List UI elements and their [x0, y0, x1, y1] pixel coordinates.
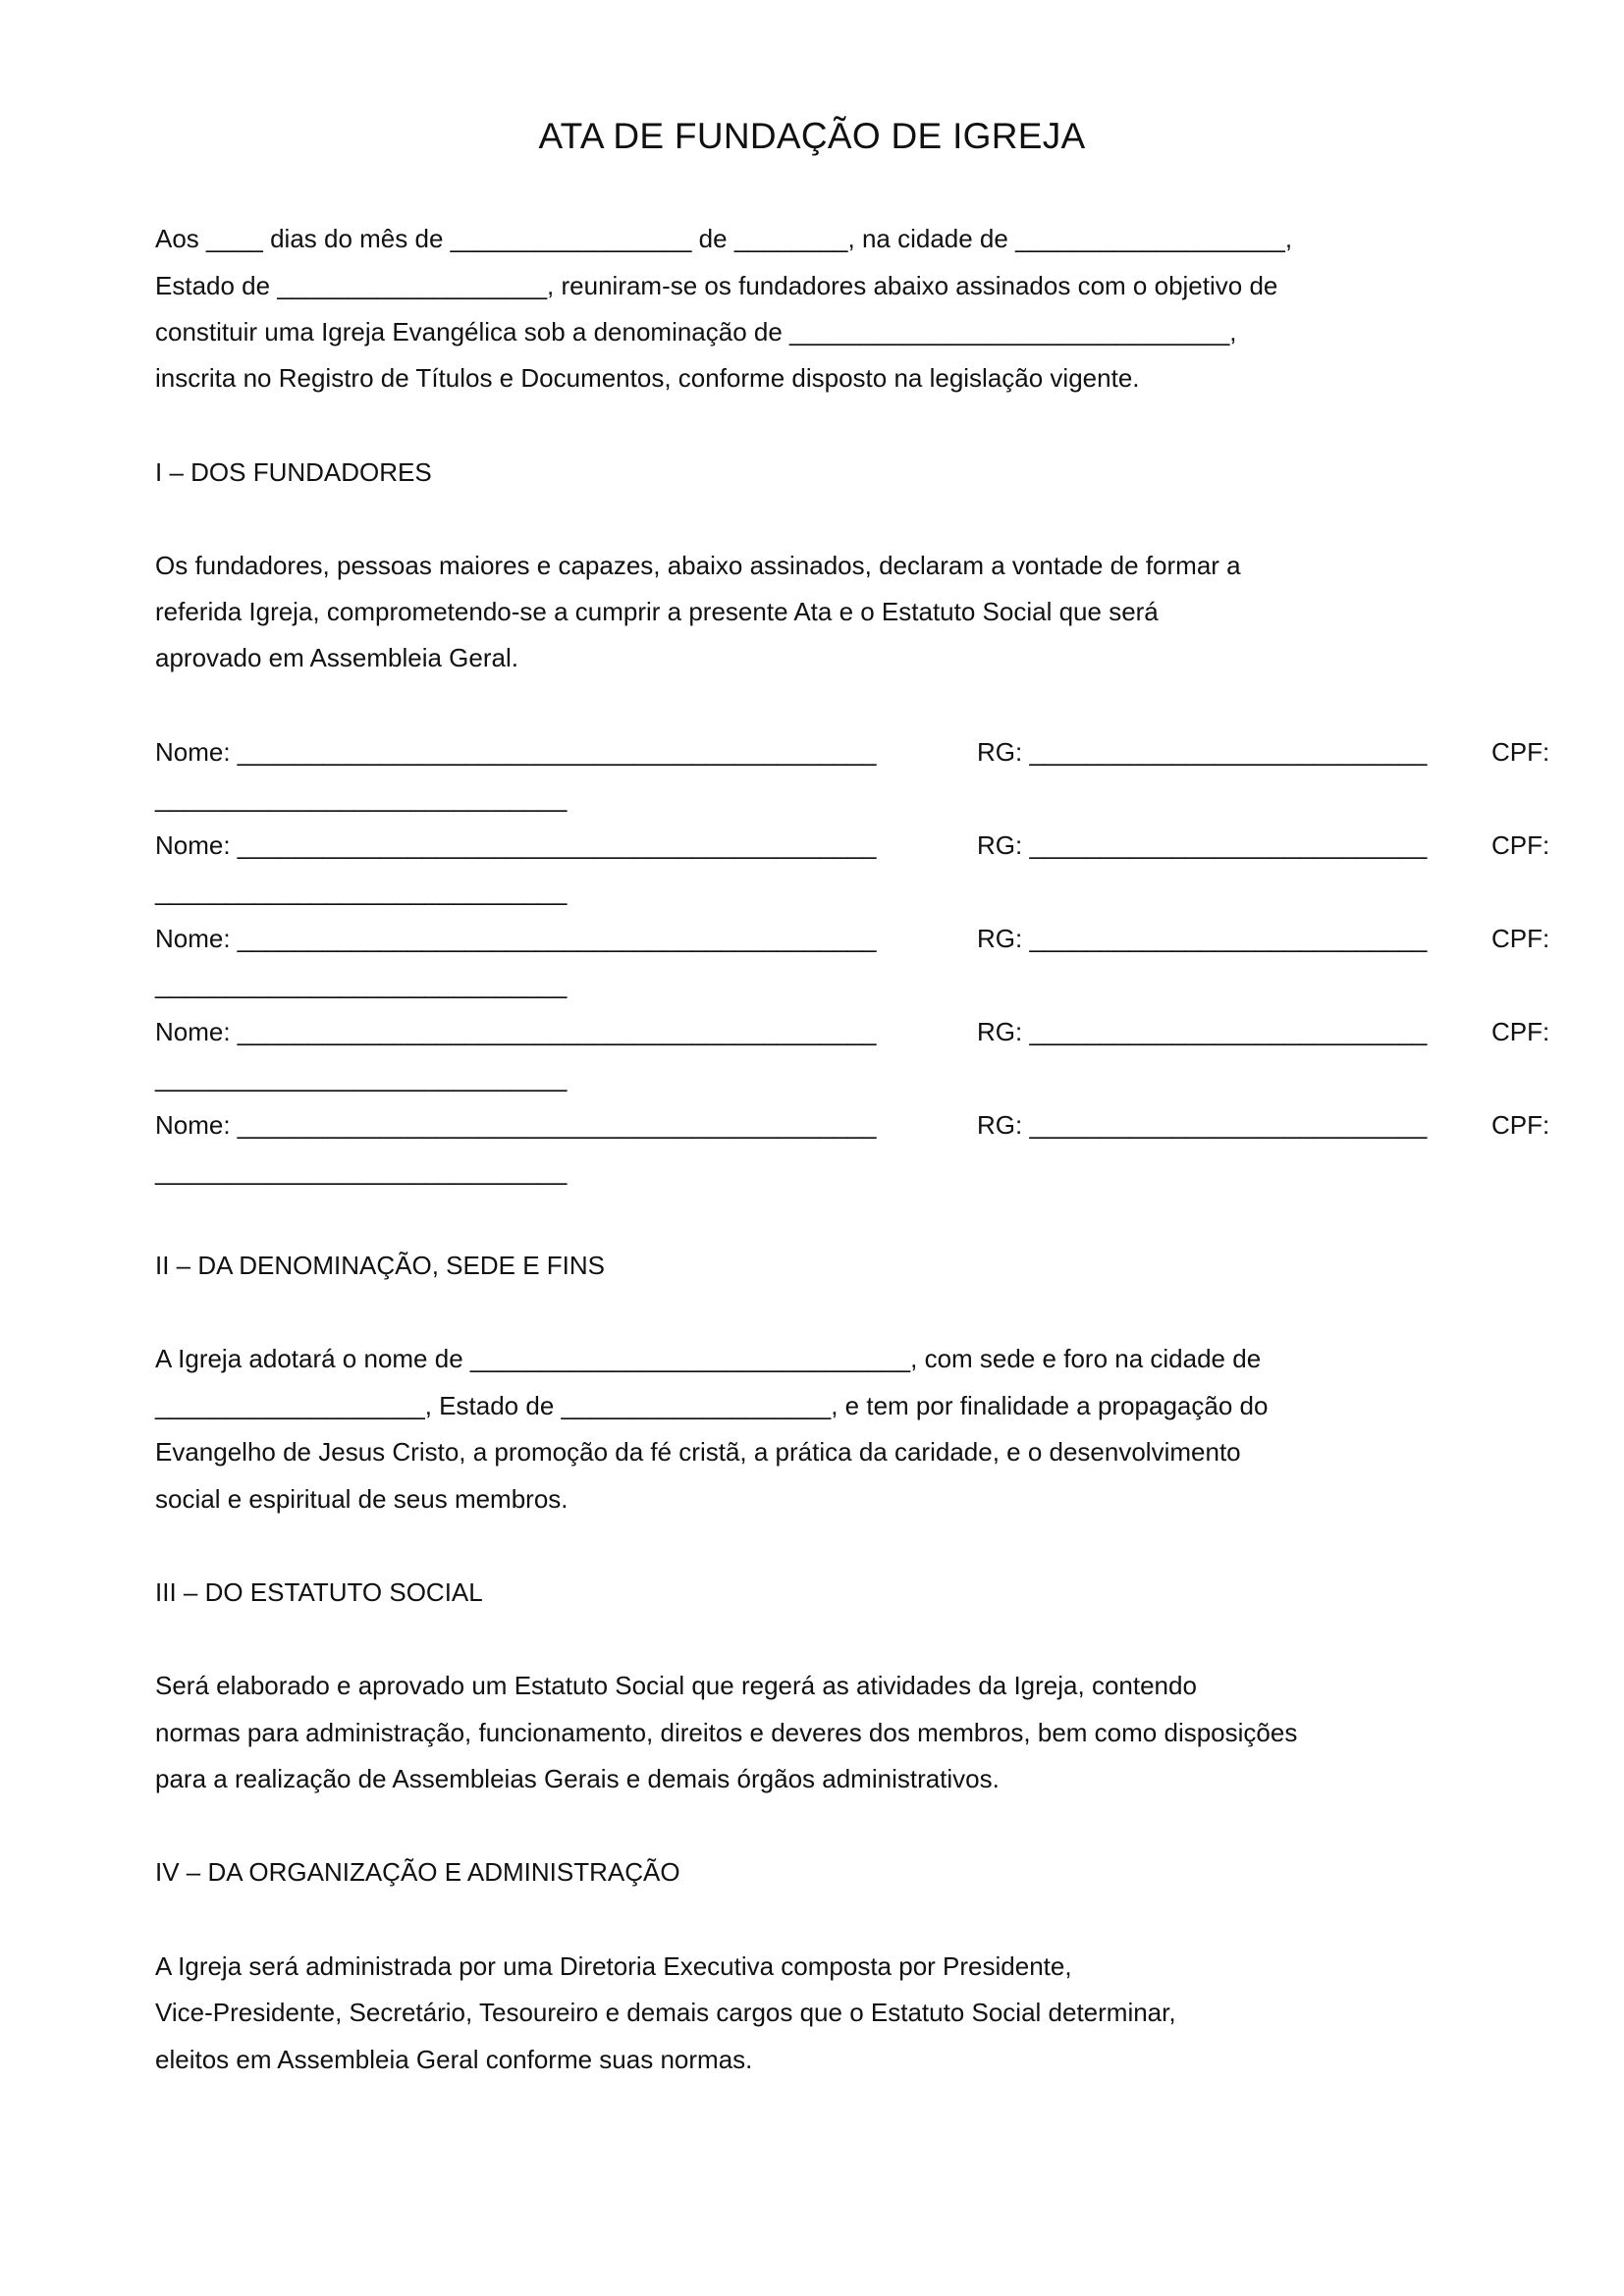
founder-rg-field[interactable]: RG: ____________________________ — [977, 737, 1428, 767]
founder-rg-field[interactable]: RG: ____________________________ — [977, 924, 1428, 953]
founder-cpf-label: CPF: — [1491, 1017, 1550, 1046]
founder-row — [155, 1017, 1549, 1046]
section-paragraph-line: Evangelho de Jesus Cristo, a promoção da fé cristã, a prática da caridade, e o desenvolvimento — [155, 1437, 1241, 1467]
founder-row — [155, 1110, 1549, 1140]
section-heading: IV – DA ORGANIZAÇÃO E ADMINISTRAÇÃO — [155, 1857, 680, 1887]
founder-row — [155, 924, 1549, 953]
founder-name-field[interactable]: Nome: _____________________________________________ — [155, 1017, 877, 1046]
founder-cpf-field[interactable]: _____________________________ — [155, 1063, 568, 1093]
section-paragraph-line: normas para administração, funcionamento, direitos e deveres dos membros, bem como disposições — [155, 1718, 1298, 1747]
founder-row — [155, 737, 1549, 767]
section-heading: I – DOS FUNDADORES — [155, 457, 432, 487]
founder-rg-field[interactable]: RG: ____________________________ — [977, 1017, 1428, 1046]
section-paragraph-line: referida Igreja, comprometendo-se a cumprir a presente Ata e o Estatuto Social que será — [155, 597, 1159, 626]
section-heading: II – DA DENOMINAÇÃO, SEDE E FINS — [155, 1251, 605, 1280]
founder-rg-field[interactable]: RG: ____________________________ — [977, 830, 1428, 860]
document-title: ATA DE FUNDAÇÃO DE IGREJA — [538, 116, 1086, 156]
section-heading: III – DO ESTATUTO SOCIAL — [155, 1577, 483, 1607]
section-paragraph-line: A Igreja adotará o nome de _______________________________, com sede e foro na cidade de — [155, 1344, 1262, 1373]
section-paragraph-line: social e espiritual de seus membros. — [155, 1484, 568, 1514]
section-paragraph-line: Vice-Presidente, Secretário, Tesoureiro e demais cargos que o Estatuto Social determinar, — [155, 1998, 1176, 2027]
founder-name-field[interactable]: Nome: _____________________________________________ — [155, 737, 877, 767]
intro-line: Aos ____ dias do mês de _________________ de ________, na cidade de ___________________, — [155, 224, 1293, 253]
founder-cpf-field[interactable]: _____________________________ — [155, 1156, 568, 1186]
founder-cpf-field[interactable]: _____________________________ — [155, 970, 568, 999]
intro-line: constituir uma Igreja Evangélica sob a denominação de _______________________________, — [155, 317, 1237, 347]
section-paragraph-line: Será elaborado e aprovado um Estatuto Social que regerá as atividades da Igreja, contendo — [155, 1671, 1197, 1700]
intro-line: Estado de ___________________, reuniram-se os fundadores abaixo assinados com o objetivo de — [155, 271, 1278, 300]
founder-row — [155, 830, 1549, 860]
founder-name-field[interactable]: Nome: _____________________________________________ — [155, 830, 877, 860]
section-paragraph-line: ___________________, Estado de ___________________, e tem por finalidade a propagação do — [155, 1391, 1269, 1420]
section-paragraph-line: eleitos em Assembleia Geral conforme suas normas. — [155, 2045, 753, 2074]
founder-cpf-label: CPF: — [1491, 1110, 1550, 1140]
section-paragraph-line: A Igreja será administrada por uma Diretoria Executiva composta por Presidente, — [155, 1951, 1072, 1981]
founder-name-field[interactable]: Nome: _____________________________________________ — [155, 1110, 877, 1140]
founder-rg-field[interactable]: RG: ____________________________ — [977, 1110, 1428, 1140]
founder-cpf-field[interactable]: _____________________________ — [155, 783, 568, 813]
founder-cpf-label: CPF: — [1491, 830, 1550, 860]
founder-cpf-field[interactable]: _____________________________ — [155, 877, 568, 906]
founder-cpf-label: CPF: — [1491, 737, 1550, 767]
section-paragraph-line: aprovado em Assembleia Geral. — [155, 643, 518, 672]
section-paragraph-line: para a realização de Assembleias Gerais e demais órgãos administrativos. — [155, 1764, 1000, 1793]
founder-name-field[interactable]: Nome: _____________________________________________ — [155, 924, 877, 953]
founder-cpf-label: CPF: — [1491, 924, 1550, 953]
section-paragraph-line: Os fundadores, pessoas maiores e capazes, abaixo assinados, declaram a vontade de formar a — [155, 551, 1241, 580]
intro-line: inscrita no Registro de Títulos e Documentos, conforme disposto na legislação vigente. — [155, 363, 1140, 393]
